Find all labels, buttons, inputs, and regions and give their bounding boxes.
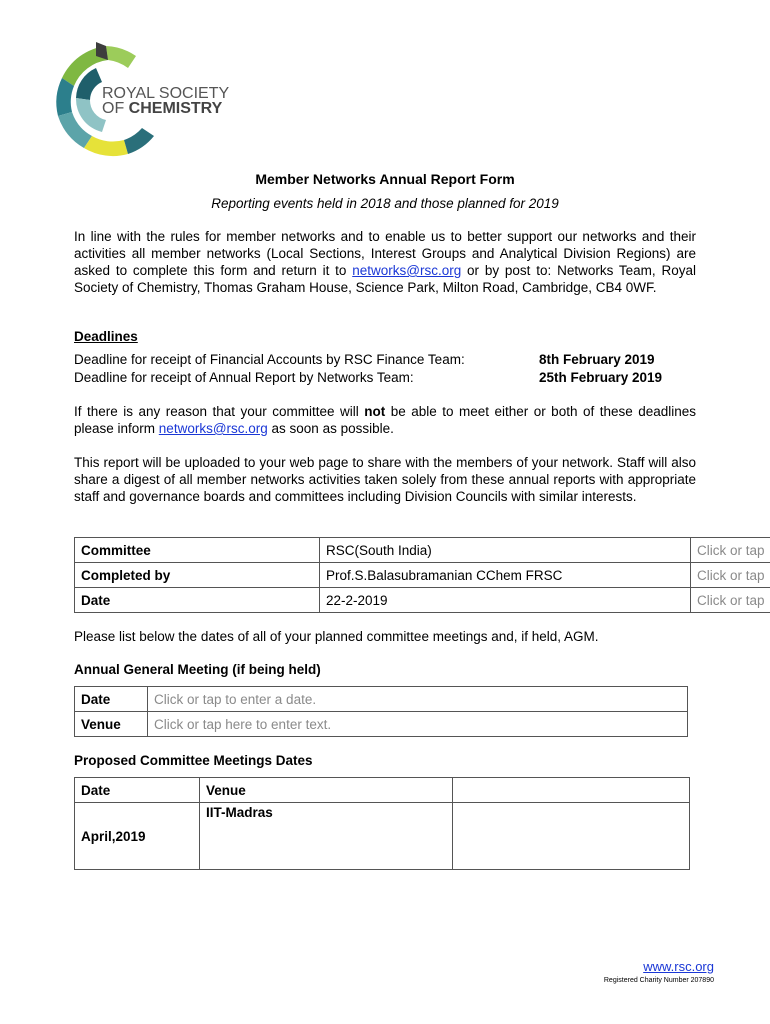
deadline-value: 25th February 2019 — [539, 370, 663, 385]
proposed-extra-cell[interactable] — [453, 803, 690, 870]
logo-line2-prefix: OF — [102, 100, 129, 117]
logo-line2-bold: CHEMISTRY — [128, 100, 223, 117]
table-row — [75, 687, 688, 712]
agm-date-field[interactable]: Click or tap to enter a date. — [148, 687, 688, 712]
footer-charity-number: Registered Charity Number 207890 — [603, 977, 714, 984]
info-label: Date — [75, 588, 320, 613]
reason-bold: not — [364, 404, 386, 419]
proposed-col-empty — [453, 778, 690, 803]
deadline-label: Deadline for receipt of Annual Report by Networks Team: — [74, 370, 414, 385]
reason-text-middle: be able to meet either or both of these deadlines please inform — [74, 404, 696, 436]
reason-text-before: If there is any reason that your committee will — [74, 404, 365, 419]
table-row — [75, 538, 770, 563]
info-label: Completed by — [75, 563, 320, 588]
intro-email-link[interactable]: networks@rsc.org — [352, 263, 462, 278]
deadlines-heading: Deadlines — [74, 329, 138, 344]
info-value[interactable]: RSC(South India) — [320, 538, 691, 563]
footer-url-link[interactable]: www.rsc.org — [643, 959, 714, 974]
logo-line1: ROYAL SOCIETY — [102, 85, 230, 102]
reason-paragraph — [74, 403, 696, 437]
svg-text:OF CHEMISTRY — [102, 100, 223, 117]
reason-text-after: as soon as possible. — [267, 421, 394, 436]
table-row — [75, 712, 688, 737]
table-row — [75, 778, 690, 803]
proposed-table — [74, 777, 690, 870]
info-placeholder[interactable]: Click or tap — [691, 588, 770, 613]
table-row — [75, 563, 770, 588]
intro-text-after: or by post to: Networks Team, Royal Society of Chemistry, Thomas Graham House, Science Park, Milton Road, Cambridge, CB4 0WF. — [74, 263, 696, 295]
intro-paragraph — [74, 228, 696, 296]
footer — [604, 958, 714, 984]
table-row — [75, 803, 690, 870]
proposed-venue-cell[interactable]: IIT-Madras — [200, 803, 453, 870]
deadline-label: Deadline for receipt of Financial Accounts by RSC Finance Team: — [74, 352, 465, 367]
page-title: Member Networks Annual Report Form — [255, 171, 515, 187]
proposed-heading: Proposed Committee Meetings Dates — [74, 753, 313, 768]
table-row — [75, 588, 770, 613]
info-table — [74, 537, 770, 613]
info-label: Committee — [75, 538, 320, 563]
deadline-row — [74, 352, 655, 367]
agm-label: Date — [75, 687, 148, 712]
agm-venue-field[interactable]: Click or tap here to enter text. — [148, 712, 688, 737]
agm-heading: Annual General Meeting (if being held) — [74, 662, 321, 677]
proposed-date-cell[interactable]: April,2019 — [75, 803, 200, 870]
deadline-value: 8th February 2019 — [539, 352, 655, 367]
agm-table — [74, 686, 688, 737]
intro-text-before: In line with the rules for member networks and to enable us to better support our networks and their activities all member networks (Local Sections, Interest Groups and Analytical Division Regions) are asked to complete this form and return it to — [74, 229, 696, 278]
info-placeholder[interactable]: Click or tap — [691, 538, 770, 563]
upload-paragraph: This report will be uploaded to your web page to share with the members of your network. Staff will also share a digest of all member networks activities taken solely from these annual reports with appropriate staff and governance boards and committees including Division Councils with similar interests. — [74, 455, 696, 504]
proposed-col-date: Date — [75, 778, 200, 803]
deadline-row — [74, 370, 662, 385]
info-placeholder[interactable]: Click or tap — [691, 563, 770, 588]
meetings-intro: Please list below the dates of all of your planned committee meetings and, if held, AGM. — [74, 629, 599, 644]
reason-email-link[interactable]: networks@rsc.org — [158, 421, 268, 436]
proposed-col-venue: Venue — [200, 778, 453, 803]
agm-label: Venue — [75, 712, 148, 737]
page-subtitle: Reporting events held in 2018 and those planned for 2019 — [211, 196, 559, 211]
info-value[interactable]: 22-2-2019 — [320, 588, 691, 613]
rsc-logo — [36, 38, 246, 162]
info-value[interactable]: Prof.S.Balasubramanian CChem FRSC — [320, 563, 691, 588]
